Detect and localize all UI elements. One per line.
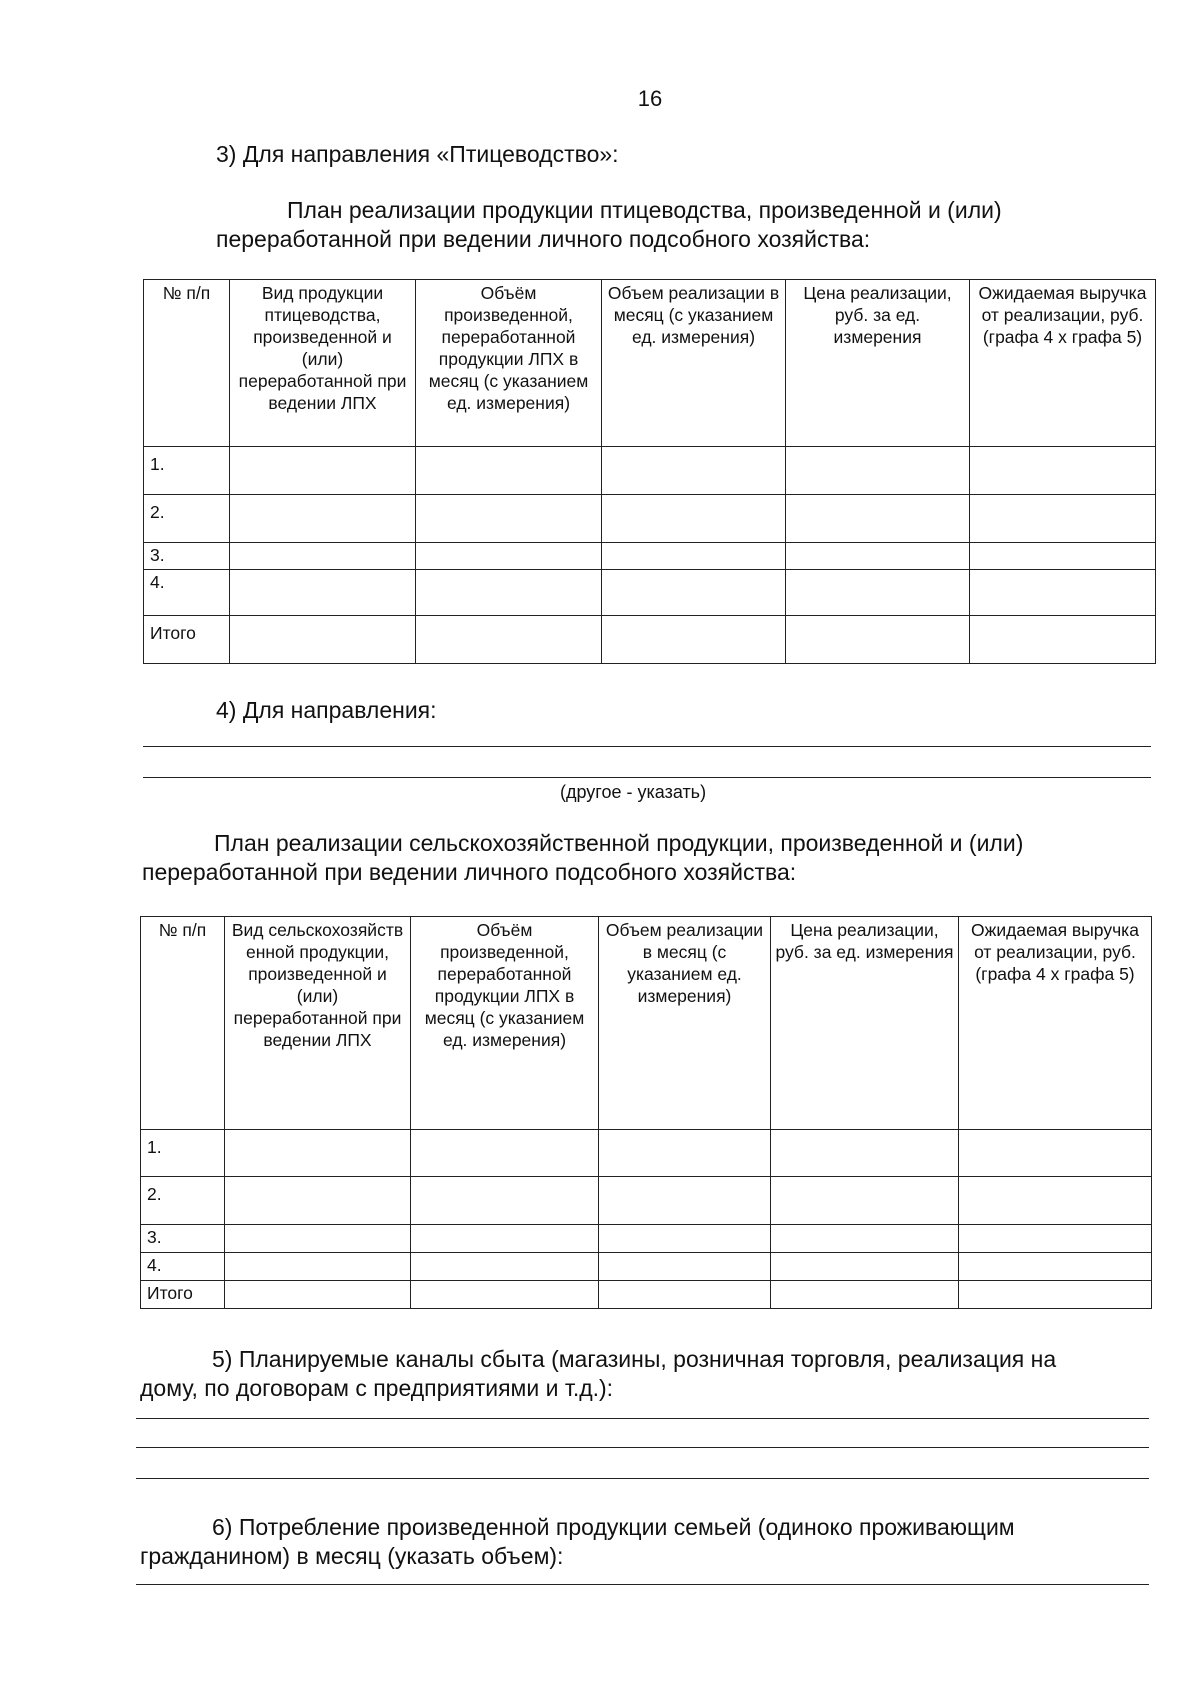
section5-line2: дому, по договорам с предприятиями и т.д.): (140, 1375, 614, 1401)
table-cell[interactable] (602, 543, 786, 570)
table-cell[interactable] (411, 1177, 599, 1225)
table-cell[interactable] (602, 616, 786, 664)
row-number: 3. (141, 1225, 225, 1253)
column-header-product-type: Вид продукции птицеводства, произведенной и (или) переработанной при ведении ЛПХ (230, 280, 416, 447)
table-cell[interactable] (416, 616, 602, 664)
column-header-production-volume: Объём произведенной, переработанной продукции ЛПХ в месяц (с указанием ед. измерения) (411, 917, 599, 1130)
section3-plan-title-line1: План реализации продукции птицеводства, произведенной и (или) (287, 197, 1002, 223)
table-cell[interactable] (771, 1130, 959, 1177)
table-cell[interactable] (786, 447, 970, 495)
row-number: 3. (144, 543, 230, 570)
column-header-price: Цена реализации, руб. за ед. измерения (771, 917, 959, 1130)
table-cell[interactable] (416, 543, 602, 570)
table-cell[interactable] (786, 616, 970, 664)
fill-line[interactable] (143, 746, 1151, 747)
table-cell[interactable] (230, 495, 416, 543)
poultry-sales-table (143, 279, 1156, 664)
section4-heading: 4) Для направления: (216, 697, 437, 723)
table-cell[interactable] (771, 1225, 959, 1253)
table-cell[interactable] (599, 1253, 771, 1281)
table-cell[interactable] (230, 616, 416, 664)
table-cell[interactable] (970, 543, 1156, 570)
table-row (141, 1253, 1152, 1281)
table-row (141, 1225, 1152, 1253)
fill-line[interactable] (136, 1584, 1149, 1585)
row-number: 2. (141, 1177, 225, 1225)
table-cell[interactable] (599, 1130, 771, 1177)
table-cell[interactable] (599, 1225, 771, 1253)
table-cell[interactable] (599, 1281, 771, 1309)
table-cell[interactable] (602, 570, 786, 616)
table-cell[interactable] (970, 495, 1156, 543)
table-cell[interactable] (225, 1177, 411, 1225)
column-header-number: № п/п (141, 917, 225, 1130)
table-cell[interactable] (959, 1281, 1152, 1309)
table-cell[interactable] (602, 447, 786, 495)
column-header-expected-revenue: Ожидаемая выручка от реализации, руб. (графа 4 х графа 5) (970, 280, 1156, 447)
section5-line1: 5) Планируемые каналы сбыта (магазины, розничная торговля, реализация на (212, 1346, 1057, 1372)
fill-line[interactable] (136, 1478, 1149, 1479)
table-cell[interactable] (602, 495, 786, 543)
table-cell[interactable] (225, 1225, 411, 1253)
table-cell[interactable] (959, 1225, 1152, 1253)
row-total-label: Итого (144, 616, 230, 664)
column-header-number: № п/п (144, 280, 230, 447)
section4-plan-title-line1: План реализации сельскохозяйственной продукции, произведенной и (или) (214, 830, 1024, 856)
fill-line[interactable] (136, 1418, 1149, 1419)
fill-line[interactable] (143, 777, 1151, 778)
table-row (144, 495, 1156, 543)
table-cell[interactable] (786, 570, 970, 616)
table-cell[interactable] (599, 1177, 771, 1225)
table-cell[interactable] (411, 1281, 599, 1309)
table-cell[interactable] (786, 495, 970, 543)
table-row (144, 447, 1156, 495)
table-cell[interactable] (411, 1225, 599, 1253)
table-cell[interactable] (970, 616, 1156, 664)
table-row (141, 1130, 1152, 1177)
column-header-product-type: Вид сельскохозяйств енной продукции, произведенной и (или) переработанной при ведении ЛПХ (225, 917, 411, 1130)
column-header-sales-volume: Объем реализации в месяц (с указанием ед. измерения) (599, 917, 771, 1130)
fill-line[interactable] (136, 1447, 1149, 1448)
table-cell[interactable] (970, 570, 1156, 616)
row-number: 1. (144, 447, 230, 495)
row-number: 4. (141, 1253, 225, 1281)
table-cell[interactable] (959, 1177, 1152, 1225)
column-header-price: Цена реализации, руб. за ед. измерения (786, 280, 970, 447)
row-number: 2. (144, 495, 230, 543)
section3-heading: 3) Для направления «Птицеводство»: (216, 141, 619, 167)
table-cell[interactable] (225, 1281, 411, 1309)
agricultural-sales-table (140, 916, 1152, 1309)
section6-line2: гражданином) в месяц (указать объем): (140, 1543, 564, 1569)
table-cell[interactable] (771, 1281, 959, 1309)
table-cell[interactable] (959, 1253, 1152, 1281)
table-cell[interactable] (416, 495, 602, 543)
table-header-row (141, 917, 1152, 1130)
table-cell[interactable] (771, 1177, 959, 1225)
table-cell[interactable] (786, 543, 970, 570)
table-cell[interactable] (416, 447, 602, 495)
table-cell[interactable] (411, 1130, 599, 1177)
table-row-total (144, 616, 1156, 664)
table-cell[interactable] (970, 447, 1156, 495)
table-cell[interactable] (411, 1253, 599, 1281)
table-cell[interactable] (230, 570, 416, 616)
table-row (144, 543, 1156, 570)
column-header-sales-volume: Объем реализации в месяц (с указанием ед. измерения) (602, 280, 786, 447)
table-row (144, 570, 1156, 616)
table-row-total (141, 1281, 1152, 1309)
table-cell[interactable] (225, 1253, 411, 1281)
page-number: 16 (637, 86, 663, 111)
table-cell[interactable] (230, 543, 416, 570)
table-row (141, 1177, 1152, 1225)
table-cell[interactable] (959, 1130, 1152, 1177)
section4-plan-title-line2: переработанной при ведении личного подсобного хозяйства: (142, 859, 797, 885)
section6-line1: 6) Потребление произведенной продукции семьей (одиноко проживающим (212, 1514, 1015, 1540)
row-number: 1. (141, 1130, 225, 1177)
row-number: 4. (144, 570, 230, 616)
column-header-production-volume: Объём произведенной, переработанной продукции ЛПХ в месяц (с указанием ед. измерения) (416, 280, 602, 447)
table-cell[interactable] (225, 1130, 411, 1177)
table-cell[interactable] (230, 447, 416, 495)
table-header-row (144, 280, 1156, 447)
line-caption: (другое - указать) (560, 782, 707, 802)
column-header-expected-revenue: Ожидаемая выручка от реализации, руб. (графа 4 х графа 5) (959, 917, 1152, 1130)
row-total-label: Итого (141, 1281, 225, 1309)
table-cell[interactable] (771, 1253, 959, 1281)
section3-plan-title-line2: переработанной при ведении личного подсобного хозяйства: (216, 226, 871, 252)
table-cell[interactable] (416, 570, 602, 616)
